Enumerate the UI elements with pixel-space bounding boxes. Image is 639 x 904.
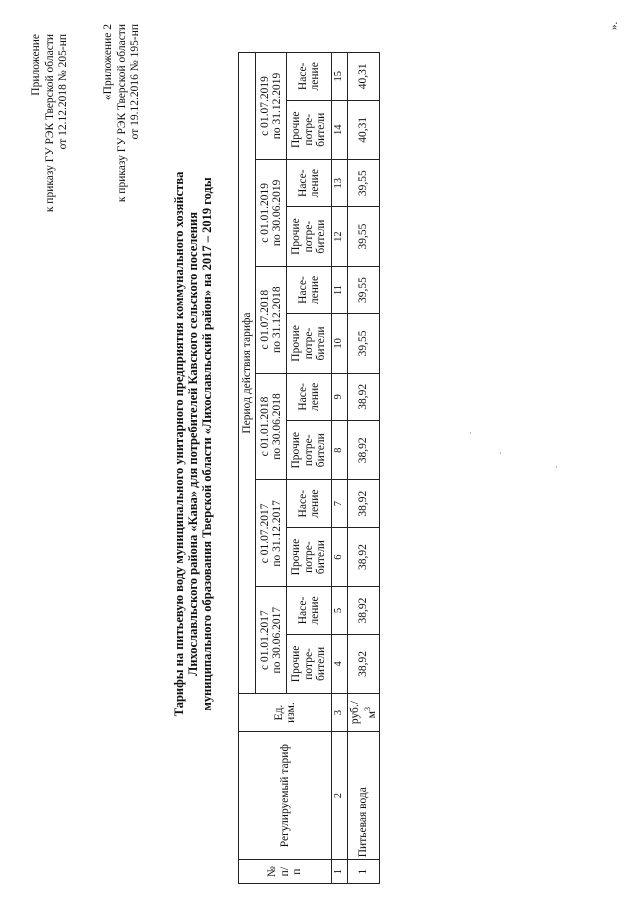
tariff-value: 39,55 bbox=[348, 159, 380, 206]
period-cell: с 01.01.2018 по 30.06.2018 bbox=[256, 373, 287, 480]
order-line-1: к приказу ГУ РЭК Тверской области bbox=[43, 34, 56, 213]
consumer-other-header: Прочие потре-бители bbox=[287, 314, 332, 373]
column-number-cell: 11 bbox=[332, 266, 348, 313]
row-number: 1 bbox=[348, 860, 380, 884]
appendix-label: Приложение bbox=[30, 34, 42, 96]
column-number-cell: 14 bbox=[332, 100, 348, 159]
tariff-value: 38,92 bbox=[348, 587, 380, 634]
scan-speck bbox=[470, 432, 471, 434]
col-number-header: № п/ п bbox=[239, 860, 332, 884]
tariff-value: 40,31 bbox=[348, 100, 380, 159]
consumer-other-header: Прочие потре-бители bbox=[287, 527, 332, 586]
tariff-value: 38,92 bbox=[348, 527, 380, 586]
scan-speck bbox=[500, 452, 501, 454]
column-number-cell: 9 bbox=[332, 373, 348, 420]
tariff-value: 38,92 bbox=[348, 373, 380, 420]
title-line-3: муниципального образования Тверской области «Лихославльский район» на 2017 – 2019 годы bbox=[200, 177, 214, 711]
consumer-population-header: Насе-ление bbox=[287, 373, 332, 420]
consumer-population-header: Насе-ление bbox=[287, 587, 332, 634]
previous-appendix-header bbox=[102, 24, 143, 264]
column-number-cell: 12 bbox=[332, 207, 348, 266]
consumer-population-header: Насе-ление bbox=[287, 53, 332, 101]
unit-superscript: 3 bbox=[362, 706, 372, 711]
title-line-1: Тарифы на питьевую воду муниципального унитарного предприятия коммунального хозяйства bbox=[172, 171, 186, 717]
prev-appendix-label: «Приложение 2 bbox=[102, 24, 114, 101]
consumer-other-header: Прочие потре-бители bbox=[287, 207, 332, 266]
tariff-value: 39,55 bbox=[348, 314, 380, 373]
column-number-cell: 13 bbox=[332, 159, 348, 206]
consumer-other-header: Прочие потре-бители bbox=[287, 634, 332, 693]
column-number-cell: 7 bbox=[332, 480, 348, 527]
column-number-cell: 5 bbox=[332, 587, 348, 634]
column-number-cell: 4 bbox=[332, 634, 348, 693]
prev-order-line-1: к приказу ГУ РЭК Тверской области bbox=[115, 24, 128, 203]
consumer-other-header: Прочие потре-бители bbox=[287, 100, 332, 159]
column-number-cell: 15 bbox=[332, 53, 348, 101]
header-row-periods bbox=[239, 53, 256, 884]
tariff-table bbox=[238, 52, 380, 884]
period-cell: с 01.07.2019 по 31.12.2019 bbox=[256, 53, 287, 160]
tariff-value: 38,92 bbox=[348, 421, 380, 480]
tariff-value: 38,92 bbox=[348, 480, 380, 527]
column-number-row bbox=[332, 53, 348, 884]
consumer-population-header: Насе-ление bbox=[287, 159, 332, 206]
column-number-cell: 3 bbox=[332, 694, 348, 732]
document-title bbox=[172, 134, 214, 754]
period-cell: с 01.07.2017 по 31.12.2017 bbox=[256, 480, 287, 587]
col-tariff-header: Регулируемый тариф bbox=[239, 732, 332, 860]
period-cell: с 01.01.2017 по 30.06.2017 bbox=[256, 587, 287, 694]
column-number-cell: 2 bbox=[332, 732, 348, 860]
tariff-value: 38,92 bbox=[348, 634, 380, 693]
period-cell: с 01.07.2018 по 31.12.2018 bbox=[256, 266, 287, 373]
period-cell: с 01.01.2019 по 30.06.2019 bbox=[256, 159, 287, 266]
col-unit-header: Ед. изм. bbox=[239, 694, 332, 732]
column-number-cell: 8 bbox=[332, 421, 348, 480]
column-number-cell: 10 bbox=[332, 314, 348, 373]
tariff-value: 39,55 bbox=[348, 266, 380, 313]
title-line-2: Лихославльского района «Кава» для потребителей Кавского сельского поселения bbox=[186, 212, 200, 676]
tariff-name: Питьевая вода bbox=[348, 732, 380, 860]
period-header: Период действия тарифа bbox=[239, 53, 256, 694]
column-number-cell: 1 bbox=[332, 860, 348, 884]
unit-cell bbox=[348, 694, 380, 732]
order-line-2: от 12.12.2018 № 205-нп bbox=[57, 34, 69, 150]
closing-quote: ». bbox=[608, 21, 620, 30]
consumer-population-header: Насе-ление bbox=[287, 266, 332, 313]
table-row bbox=[348, 53, 380, 884]
column-number-cell: 6 bbox=[332, 527, 348, 586]
consumer-population-header: Насе-ление bbox=[287, 480, 332, 527]
unit-text: руб./м bbox=[349, 701, 378, 725]
appendix-header bbox=[30, 34, 71, 264]
consumer-other-header: Прочие потре-бители bbox=[287, 421, 332, 480]
tariff-value: 40,31 bbox=[348, 53, 380, 101]
prev-order-line-2: от 19.12.2016 № 195-нп bbox=[129, 24, 141, 140]
tariff-value: 39,55 bbox=[348, 207, 380, 266]
scan-speck bbox=[556, 466, 557, 468]
